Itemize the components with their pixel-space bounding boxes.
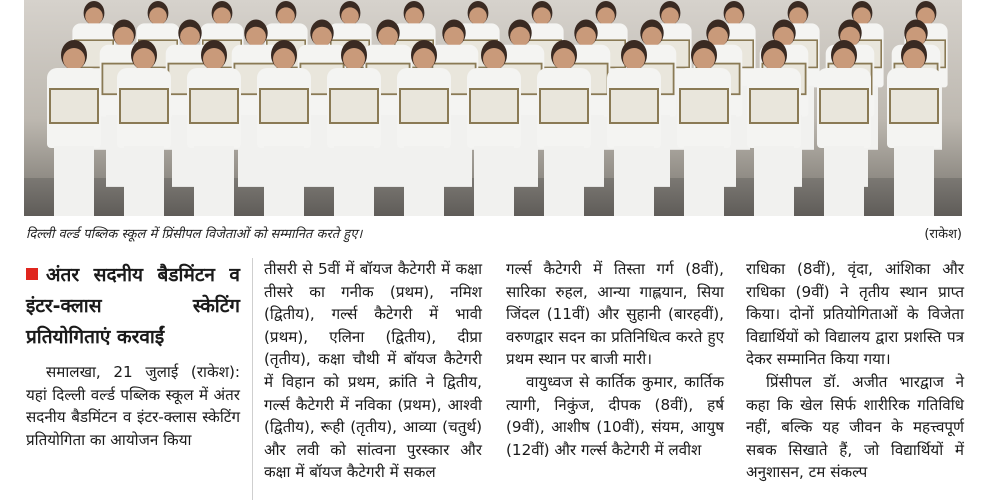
student-figure (464, 40, 524, 216)
photo-credit: (राकेश) (924, 227, 962, 242)
student-figure (254, 40, 314, 216)
article-paragraph: वायुध्वज से कार्तिक कुमार, कार्तिक त्यागी, निकुंज, दीपक (8वीं), हर्ष (9वीं), आशीष (10वीं), संयम, आयुष (12वीं) और गर्ल्स कैटेगरी में लवीश (506, 372, 724, 459)
student-figure (604, 40, 664, 216)
article-column-3 (506, 258, 724, 461)
headline-text: अंतर सदनीय बैडमिंटन व इंटर-क्लास स्केटिंग प्रतियोगिताएं करवाईं (26, 264, 240, 348)
student-figure (114, 40, 174, 216)
student-figure (674, 40, 734, 216)
article-paragraph: गर्ल्स कैटेगरी में तिस्ता गर्ग (8वीं), सारिका रुहल, आन्या गाह्लयान, सिया जिंदल (11वीं) और सुहानी (बारहवीं), वरुणद्वार सदन का प्रतिनिधित्व करते हुए प्रथम स्थान पर बाजी मारी। (506, 260, 724, 369)
article-column-2 (264, 258, 482, 484)
student-figure (44, 40, 104, 216)
student-figure (884, 40, 944, 216)
photo-caption: दिल्ली वर्ल्ड पब्लिक स्कूल में प्रिंसीपल विजेताओं को सम्मानित करते हुए। (26, 227, 363, 242)
student-figure (534, 40, 594, 216)
student-figure (324, 40, 384, 216)
article-paragraph: प्रिंसीपल डॉ. अजीत भारद्वाज ने कहा कि खेल सिर्फ शारीरिक गतिविधि नहीं, बल्कि यह जीवन के महत्त्वपूर्ण सबक सिखाते हैं, जो विद्यार्थियों में अनुशासन, टम संकल्प (746, 372, 964, 482)
student-figure (744, 40, 804, 216)
student-figure (184, 40, 244, 216)
article-paragraph: समालखा, 21 जुलाई (राकेश): यहां दिल्ली वर्ल्ड पब्लिक स्कूल में अंतर सदनीय बैडमिंटन व इंटर-क्लास स्केटिंग प्रतियोगिता का आयोजन किया (26, 363, 240, 449)
student-figure (814, 40, 874, 216)
article-column-4 (746, 258, 964, 484)
column-divider (252, 258, 253, 500)
article-headline (26, 260, 240, 353)
student-figure (394, 40, 454, 216)
red-bullet-icon (26, 268, 38, 280)
article-column-1 (26, 258, 240, 451)
article-paragraph: राधिका (8वीं), वृंदा, आंशिका और राधिका (9वीं) ने तृतीय स्थान प्राप्त किया। दोनों प्रतियोगिताओं के विजेता विद्यार्थियों को विद्यालय द्वारा प्रशस्ति पत्र देकर सम्मानित किया गया। (746, 260, 964, 369)
news-photo (24, 0, 962, 216)
article-paragraph: तीसरी से 5वीं में बॉयज कैटेगरी में कक्षा तीसरे का गनीक (प्रथम), नमिश (द्वितीय), गर्ल्स कैटेगरी में भावी (प्रथम), एलिना (द्वितीय), दीप्रा (तृतीय), कक्षा चौथी में बॉयज कैटेगरी में विहान को प्रथम, क्रांति ने द्वितीय, गर्ल्स कैटेगरी में नविका (प्रथम), आश्वी (द्वितीय), रूही (तृतीय), आव्या (चतुर्थ) और लवी को सांत्वना पुरस्कार और कक्षा में बॉयज कैटेगरी में सकल (264, 260, 482, 482)
